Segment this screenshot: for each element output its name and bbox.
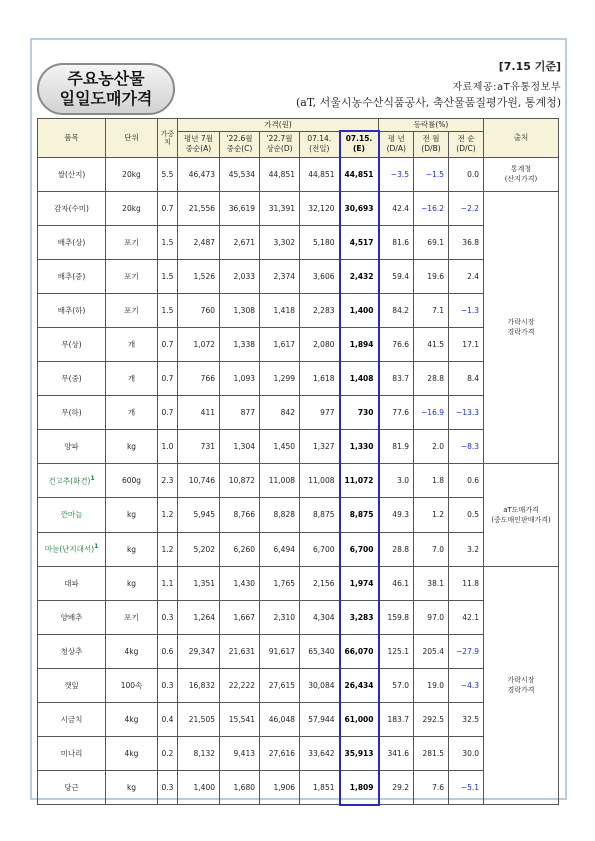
rate-r1: 28.8	[379, 532, 414, 566]
item-name: 무(하)	[38, 396, 106, 430]
rate-r3: −2.2	[449, 191, 484, 225]
rate-r2: −16.2	[414, 191, 449, 225]
price-prev-period: 27,616	[260, 737, 300, 771]
table-row	[38, 498, 559, 532]
price-prev-period: 11,008	[260, 464, 300, 498]
price-today: 1,809	[340, 771, 379, 805]
price-normal-year: 766	[178, 362, 220, 396]
unit: kg	[106, 498, 158, 532]
weight: 1.1	[158, 566, 178, 600]
rate-r2: 1.2	[414, 498, 449, 532]
rate-r2: 7.1	[414, 293, 449, 327]
rate-r1: 42.4	[379, 191, 414, 225]
rate-r3: −27.9	[449, 634, 484, 668]
rate-r1: 159.8	[379, 600, 414, 634]
header-col-0: 평년 7월 중순(A)	[178, 131, 220, 157]
table-row	[38, 396, 559, 430]
unit: 포기	[106, 259, 158, 293]
rate-r2: 7.0	[414, 532, 449, 566]
rate-r3: 42.1	[449, 600, 484, 634]
weight: 5.5	[158, 157, 178, 191]
price-prev-month: 1,680	[220, 771, 260, 805]
price-prev-period: 3,302	[260, 225, 300, 259]
price-prev-month: 2,033	[220, 259, 260, 293]
price-prev-period: 91,617	[260, 634, 300, 668]
price-today: 6,700	[340, 532, 379, 566]
price-prev-month: 877	[220, 396, 260, 430]
table-row	[38, 191, 559, 225]
rate-r2: 28.8	[414, 362, 449, 396]
price-prev-day: 1,618	[300, 362, 340, 396]
price-prev-month: 9,413	[220, 737, 260, 771]
rate-r2: −1.5	[414, 157, 449, 191]
price-prev-day: 4,304	[300, 600, 340, 634]
page-title	[37, 63, 175, 115]
price-prev-month: 36,619	[220, 191, 260, 225]
price-normal-year: 5,202	[178, 532, 220, 566]
unit: 포기	[106, 225, 158, 259]
source-organizations: (aT, 서울시농수산식품공사, 축산물품질평가원, 통계청)	[296, 96, 561, 109]
price-prev-period: 1,418	[260, 293, 300, 327]
weight: 1.5	[158, 259, 178, 293]
price-today: 1,408	[340, 362, 379, 396]
price-today: 1,400	[340, 293, 379, 327]
price-today: 4,517	[340, 225, 379, 259]
price-normal-year: 46,473	[178, 157, 220, 191]
price-normal-year: 2,487	[178, 225, 220, 259]
price-today: 1,974	[340, 566, 379, 600]
table-row	[38, 532, 559, 566]
rate-r3: −1.3	[449, 293, 484, 327]
rate-r2: 38.1	[414, 566, 449, 600]
unit: 포기	[106, 600, 158, 634]
title-line1: 주요농산물	[67, 69, 145, 88]
price-prev-period: 2,374	[260, 259, 300, 293]
table-row	[38, 362, 559, 396]
price-prev-month: 1,338	[220, 327, 260, 361]
price-today: 1,894	[340, 327, 379, 361]
header-col-3: 07.14. (전일)	[300, 131, 340, 157]
item-name: 양파	[38, 430, 106, 464]
weight: 0.7	[158, 327, 178, 361]
price-prev-day: 32,120	[300, 191, 340, 225]
price-normal-year: 8,132	[178, 737, 220, 771]
unit: 20kg	[106, 157, 158, 191]
rate-r2: 97.0	[414, 600, 449, 634]
table-row	[38, 634, 559, 668]
price-prev-month: 15,541	[220, 703, 260, 737]
unit: 600g	[106, 464, 158, 498]
title-line2: 일일도매가격	[59, 89, 153, 108]
price-normal-year: 16,832	[178, 668, 220, 702]
price-prev-day: 1,851	[300, 771, 340, 805]
rate-r3: −8.3	[449, 430, 484, 464]
price-prev-day: 3,606	[300, 259, 340, 293]
rate-r3: 30.0	[449, 737, 484, 771]
unit: kg	[106, 771, 158, 805]
item-name: 마늘(난지대서)$^1$	[38, 532, 106, 566]
price-prev-day: 2,283	[300, 293, 340, 327]
unit: 20kg	[106, 191, 158, 225]
price-today: 61,000	[340, 703, 379, 737]
rate-r2: 2.0	[414, 430, 449, 464]
header-weight: 가중치	[158, 119, 178, 158]
header-col-2: '22.7월 상순(D)	[260, 131, 300, 157]
rate-r1: 59.4	[379, 259, 414, 293]
weight: 1.2	[158, 498, 178, 532]
price-prev-day: 33,642	[300, 737, 340, 771]
price-prev-month: 10,872	[220, 464, 260, 498]
price-prev-period: 6,494	[260, 532, 300, 566]
price-normal-year: 29,347	[178, 634, 220, 668]
item-name: 배추(하)	[38, 293, 106, 327]
source-g1: 통계청 (산지가격)	[484, 157, 559, 191]
price-normal-year: 411	[178, 396, 220, 430]
rate-r3: 0.0	[449, 157, 484, 191]
weight: 0.6	[158, 634, 178, 668]
weight: 0.2	[158, 737, 178, 771]
source-g3: aT도매가격 (중도매인판매가격)	[484, 464, 559, 566]
price-prev-month: 1,093	[220, 362, 260, 396]
price-prev-period: 46,048	[260, 703, 300, 737]
header-price-group: 가격(원)	[178, 119, 379, 132]
table-row	[38, 259, 559, 293]
table-row	[38, 157, 559, 191]
rate-r1: 81.9	[379, 430, 414, 464]
rate-r3: 2.4	[449, 259, 484, 293]
rate-r3: 0.6	[449, 464, 484, 498]
price-normal-year: 731	[178, 430, 220, 464]
item-name: 시금치	[38, 703, 106, 737]
rate-r3: 11.8	[449, 566, 484, 600]
price-prev-period: 1,765	[260, 566, 300, 600]
rate-r1: 125.1	[379, 634, 414, 668]
price-normal-year: 1,072	[178, 327, 220, 361]
price-prev-period: 1,906	[260, 771, 300, 805]
item-name: 건고추(화건)$^1$	[38, 464, 106, 498]
price-prev-period: 31,391	[260, 191, 300, 225]
rate-r1: 77.6	[379, 396, 414, 430]
weight: 1.5	[158, 225, 178, 259]
price-prev-day: 977	[300, 396, 340, 430]
rate-r1: 29.2	[379, 771, 414, 805]
rate-r2: 19.0	[414, 668, 449, 702]
header-rate-group: 등락률(%)	[379, 119, 484, 132]
weight: 0.7	[158, 191, 178, 225]
price-today: 730	[340, 396, 379, 430]
table-row	[38, 771, 559, 805]
price-table	[37, 118, 559, 806]
table-row	[38, 703, 559, 737]
price-prev-period: 1,299	[260, 362, 300, 396]
price-prev-period: 1,450	[260, 430, 300, 464]
unit: 4kg	[106, 703, 158, 737]
rate-r3: 8.4	[449, 362, 484, 396]
price-normal-year: 5,945	[178, 498, 220, 532]
header-col-6: 전 월 (D/B)	[414, 131, 449, 157]
rate-r2: 41.5	[414, 327, 449, 361]
price-prev-day: 8,875	[300, 498, 340, 532]
price-prev-day: 57,944	[300, 703, 340, 737]
item-name: 배추(중)	[38, 259, 106, 293]
item-name: 무(중)	[38, 362, 106, 396]
rate-r1: 46.1	[379, 566, 414, 600]
item-name: 무(상)	[38, 327, 106, 361]
price-prev-month: 21,631	[220, 634, 260, 668]
price-normal-year: 21,505	[178, 703, 220, 737]
price-today: 1,330	[340, 430, 379, 464]
price-prev-period: 2,310	[260, 600, 300, 634]
price-today: 11,072	[340, 464, 379, 498]
weight: 1.5	[158, 293, 178, 327]
weight: 0.3	[158, 668, 178, 702]
rate-r3: −13.3	[449, 396, 484, 430]
price-prev-month: 22,222	[220, 668, 260, 702]
item-name: 깻잎	[38, 668, 106, 702]
unit: kg	[106, 430, 158, 464]
rate-r1: 183.7	[379, 703, 414, 737]
table-row	[38, 737, 559, 771]
price-normal-year: 1,400	[178, 771, 220, 805]
weight: 2.3	[158, 464, 178, 498]
rate-r1: 84.2	[379, 293, 414, 327]
price-prev-period: 8,828	[260, 498, 300, 532]
unit: 포기	[106, 293, 158, 327]
weight: 0.7	[158, 362, 178, 396]
price-prev-period: 27,615	[260, 668, 300, 702]
rate-r1: 83.7	[379, 362, 414, 396]
rate-r2: 292.5	[414, 703, 449, 737]
price-prev-day: 11,008	[300, 464, 340, 498]
price-prev-month: 1,304	[220, 430, 260, 464]
header-col-4: 07.15. (E)	[340, 131, 379, 157]
price-prev-month: 45,534	[220, 157, 260, 191]
price-normal-year: 1,264	[178, 600, 220, 634]
price-prev-month: 6,260	[220, 532, 260, 566]
unit: 개	[106, 396, 158, 430]
unit: kg	[106, 566, 158, 600]
rate-r3: 3.2	[449, 532, 484, 566]
price-normal-year: 1,351	[178, 566, 220, 600]
price-today: 26,434	[340, 668, 379, 702]
price-normal-year: 21,556	[178, 191, 220, 225]
rate-r3: 32.5	[449, 703, 484, 737]
price-today: 44,851	[340, 157, 379, 191]
price-prev-day: 44,851	[300, 157, 340, 191]
price-prev-day: 30,084	[300, 668, 340, 702]
rate-r2: −16.9	[414, 396, 449, 430]
price-normal-year: 1,526	[178, 259, 220, 293]
price-prev-period: 842	[260, 396, 300, 430]
price-prev-day: 2,080	[300, 327, 340, 361]
item-name: 깐마늘	[38, 498, 106, 532]
rate-r1: 49.3	[379, 498, 414, 532]
rate-r3: 36.8	[449, 225, 484, 259]
unit: 개	[106, 327, 158, 361]
unit: kg	[106, 532, 158, 566]
rate-r1: 76.6	[379, 327, 414, 361]
rate-r3: 0.5	[449, 498, 484, 532]
item-name: 쌀(산지)	[38, 157, 106, 191]
header-item: 품목	[38, 119, 106, 158]
rate-r2: 69.1	[414, 225, 449, 259]
weight: 0.3	[158, 600, 178, 634]
unit: 4kg	[106, 634, 158, 668]
item-name: 감자(수미)	[38, 191, 106, 225]
rate-r1: 81.6	[379, 225, 414, 259]
source-g4: 가락시장 경락가격	[484, 566, 559, 805]
item-name: 미나리	[38, 737, 106, 771]
weight: 0.3	[158, 771, 178, 805]
price-prev-month: 1,430	[220, 566, 260, 600]
item-name: 대파	[38, 566, 106, 600]
price-prev-day: 6,700	[300, 532, 340, 566]
rate-r2: 281.5	[414, 737, 449, 771]
rate-r2: 205.4	[414, 634, 449, 668]
table-row	[38, 293, 559, 327]
price-prev-month: 8,766	[220, 498, 260, 532]
source-g2: 가락시장 경락가격	[484, 191, 559, 464]
price-prev-period: 44,851	[260, 157, 300, 191]
rate-r2: 19.6	[414, 259, 449, 293]
rate-r3: −4.3	[449, 668, 484, 702]
price-prev-day: 1,327	[300, 430, 340, 464]
table-row	[38, 464, 559, 498]
unit: 개	[106, 362, 158, 396]
price-today: 8,875	[340, 498, 379, 532]
price-normal-year: 10,746	[178, 464, 220, 498]
weight: 0.7	[158, 396, 178, 430]
header-col-7: 전 순 (D/C)	[449, 131, 484, 157]
price-prev-month: 2,671	[220, 225, 260, 259]
header-col-1: '22.6월 중순(C)	[220, 131, 260, 157]
weight: 1.2	[158, 532, 178, 566]
header-unit: 단위	[106, 119, 158, 158]
table-row	[38, 430, 559, 464]
unit: 100속	[106, 668, 158, 702]
item-name: 양배추	[38, 600, 106, 634]
rate-r1: 57.0	[379, 668, 414, 702]
weight: 0.4	[158, 703, 178, 737]
header-col-5: 평 년 (D/A)	[379, 131, 414, 157]
table-row	[38, 225, 559, 259]
price-today: 66,070	[340, 634, 379, 668]
header-source: 출처	[484, 119, 559, 158]
price-today: 3,283	[340, 600, 379, 634]
rate-r2: 7.6	[414, 771, 449, 805]
item-name: 청상추	[38, 634, 106, 668]
data-provider: 자료제공:aT유통정보부	[452, 82, 561, 93]
rate-r3: 17.1	[449, 327, 484, 361]
table-row	[38, 668, 559, 702]
weight: 1.0	[158, 430, 178, 464]
rate-r1: −3.5	[379, 157, 414, 191]
price-prev-day: 2,156	[300, 566, 340, 600]
price-prev-day: 5,180	[300, 225, 340, 259]
rate-r1: 341.6	[379, 737, 414, 771]
price-normal-year: 760	[178, 293, 220, 327]
price-prev-day: 65,340	[300, 634, 340, 668]
table-row	[38, 600, 559, 634]
table-row	[38, 566, 559, 600]
item-name: 당근	[38, 771, 106, 805]
rate-r2: 1.8	[414, 464, 449, 498]
price-prev-month: 1,308	[220, 293, 260, 327]
price-today: 30,693	[340, 191, 379, 225]
date-basis: [7.15 기준]	[498, 60, 561, 73]
rate-r3: −5.1	[449, 771, 484, 805]
table-row	[38, 327, 559, 361]
price-today: 35,913	[340, 737, 379, 771]
rate-r1: 3.0	[379, 464, 414, 498]
price-today: 2,432	[340, 259, 379, 293]
price-prev-period: 1,617	[260, 327, 300, 361]
unit: 4kg	[106, 737, 158, 771]
item-name: 배추(상)	[38, 225, 106, 259]
price-prev-month: 1,667	[220, 600, 260, 634]
